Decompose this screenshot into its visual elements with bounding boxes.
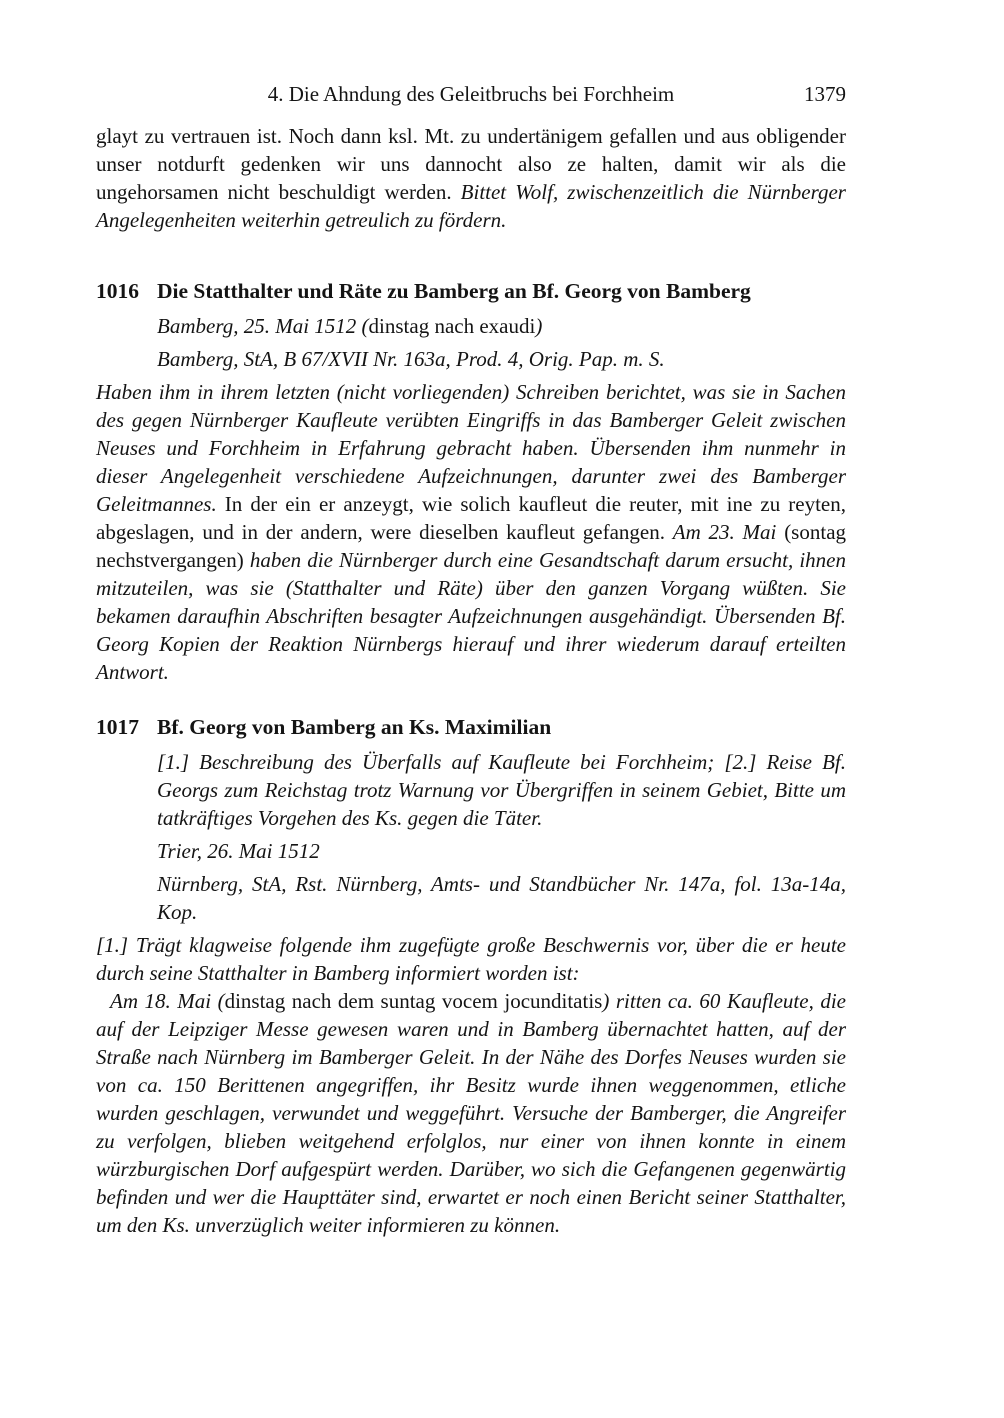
entry-number: 1016 [96,279,139,303]
entry-1017-dateline: Trier, 26. Mai 1512 [157,839,320,863]
entry-1017-body-1: [1.] Trägt klagweise folgende ihm zugefügte große Beschwernis vor, über die er heute durch seine Statthalter in Bamberg informiert worden ist: [96,933,846,985]
entry-1016-body: Haben ihm in ihrem letzten (nicht vorliegenden) Schreiben berichtet, was sie in Sachen des gegen Nürnberger Kaufleute verübten Eingriffs in das Bamberger Geleit zwischen Neuses und Forchheim in Erfahrung gebracht haben. Übersenden ihm nunmehr in dieser Angelegenheit verschiedene Aufzeichnungen, darunter zwei des Bamberger Geleitmannes. In der ein er anzeygt, wie solich kaufleut die reuter, mit ine zu reyten, abgeslagen, und in der andern, were dieselben kaufleut gefangen. Am 23. Mai (sontag nechstvergangen) haben die Nürnberger durch eine Gesandtschaft darum ersucht, ihnen mitzuteilen, was sie (Statthalter und Räte) über den ganzen Vorgang wüßten. Sie bekamen daraufhin Abschriften besagter Aufzeichnungen ausgehändigt. Übersenden Bf. Georg Kopien der Reaktion Nürnbergs hierauf und ihrer wiederum darauf erteilten Antwort. [96,380,847,684]
intro-paragraph: glayt zu vertrauen ist. Noch dann ksl. Mt. zu undertänigem gefallen und aus obligender unser notdurft gedenken wir uns dannocht also ze halten, damit wir als die ungehorsamen nicht beschuldigt werden. Bittet Wolf, zwischenzeitlich die Nürnberger Angelegenheiten weiterhin getreulich zu fördern. [96,124,846,232]
page-number: 1379 [804,82,846,106]
entry-title: Bf. Georg von Bamberg an Ks. Maximilian [157,715,552,739]
running-head: 4. Die Ahndung des Geleitbruchs bei Forchheim [267,82,675,106]
entry-1017-heading [96,713,846,741]
text-block [96,80,846,1239]
entry-1017-summary: [1.] Beschreibung des Überfalls auf Kaufleute bei Forchheim; [2.] Reise Bf. Georgs zum Reichstag trotz Warnung vor Übergriffen in seinem Gebiet, Bitte um tatkräftiges Vorgehen des Ks. gegen die Täter. [157,750,846,830]
entry-1017-body-2: Am 18. Mai (dinstag nach dem suntag vocem jocunditatis) ritten ca. 60 Kaufleute, die auf der Leipziger Messe gewesen waren und in Bamberg übernachtet hatten, auf der Straße nach Nürnberg im Bamberger Geleit. In der Nähe des Dorfes Neuses wurden sie von ca. 150 Berittenen angegriffen, ihr Besitz wurde ihnen weggenommen, etliche wurden geschlagen, verwundet und weggeführt. Versuche der Bamberger, die Angreifer zu verfolgen, blieben weitgehend erfolglos, nur einer von ihnen konnte in einem würzburgischen Dorf aufgespürt werden. Darüber, wo sich die Gefangenen gegenwärtig befinden und wer die Haupttäter sind, erwartet er noch einen Bericht seiner Statthalter, um den Ks. unverzüglich weiter informieren zu können. [96,989,846,1237]
entry-1017-source: Nürnberg, StA, Rst. Nürnberg, Amts- und Standbücher Nr. 147a, fol. 13a-14a, Kop. [157,872,846,924]
entry-number: 1017 [96,715,139,739]
entry-1016 [96,277,846,686]
entry-title: Die Statthalter und Räte zu Bamberg an Bf. Georg von Bamberg [157,279,751,303]
entry-1017 [96,713,846,1239]
entry-1016-heading [96,277,846,305]
entry-1016-source: Bamberg, StA, B 67/XVII Nr. 163a, Prod. 4, Orig. Pap. m. S. [157,347,665,371]
page-header [96,80,846,108]
entry-1016-dateline: Bamberg, 25. Mai 1512 (dinstag nach exaudi) [157,314,543,338]
